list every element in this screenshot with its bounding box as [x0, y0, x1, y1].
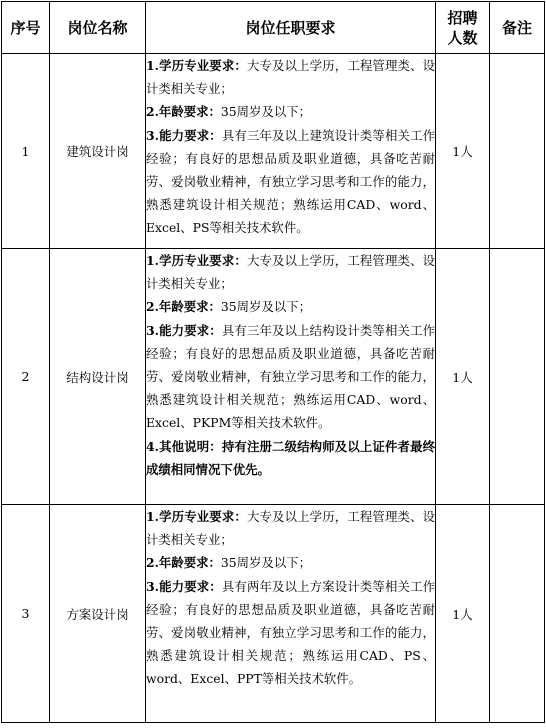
header-count: [436, 2, 490, 54]
requirement-text: 具有三年及以上建筑设计类等相关工作经验；有良好的思想品质及职业道德，具备吃苦耐劳、爱岗敬业精神，有独立学习思考和工作的能力，熟悉建筑设计相关规范；熟练运用CAD、word、Excel、PS等相关技术软件。: [146, 127, 436, 236]
requirement-label: 1.学历专业要求：: [146, 509, 247, 524]
row-remarks: [490, 505, 545, 723]
requirement-label: 3.能力要求：: [146, 127, 222, 143]
requirement-label: 4.其他说明：: [146, 438, 222, 454]
header-count-line1: 招聘: [447, 8, 478, 27]
requirement-text: 具有两年及以上方案设计类等相关工作经验；有良好的思想品质及职业道德，具备吃苦耐劳、爱岗敬业精神，有独立学习思考和工作的能力，熟悉建筑设计相关规范；熟练运用CAD、PS、word、Excel、PPT等相关技术软件。: [146, 578, 436, 687]
row-count: 1人: [436, 249, 490, 505]
header-requirements: 岗位任职要求: [146, 2, 436, 54]
requirement-text: 35周岁及以下；: [220, 555, 312, 571]
requirement-text: 具有三年及以上结构设计类等相关工作经验；有良好的思想品质及职业道德，具备吃苦耐劳、爱岗敬业精神，有独立学习思考和工作的能力，熟悉建筑设计相关规范；熟练运用CAD、word、Excel、PKPM等相关技术软件。: [146, 322, 436, 431]
requirement-text: 大专及以上学历，工程管理类、设计类相关专业；: [146, 509, 436, 548]
row-index: 3: [2, 505, 50, 723]
row-count: 1人: [436, 54, 490, 249]
requirement-label: 1.学历专业要求：: [146, 253, 247, 268]
table-row: [2, 505, 545, 723]
header-position: 岗位名称: [50, 2, 146, 54]
header-index: 序号: [2, 2, 50, 54]
requirement-text: 大专及以上学历，工程管理类、设计类相关专业；: [146, 253, 436, 292]
table-row: [2, 249, 545, 505]
requirement-text: 大专及以上学历，工程管理类、设计类相关专业；: [146, 58, 436, 97]
row-position: 方案设计岗: [50, 505, 146, 723]
row-remarks: [490, 249, 545, 505]
requirement-label: 3.能力要求：: [146, 322, 222, 338]
requirement-label: 2.年龄要求：: [146, 104, 221, 120]
requirement-text: 35周岁及以下；: [220, 299, 312, 315]
requirement-label: 2.年龄要求：: [146, 299, 221, 315]
requirement-other: [146, 435, 435, 481]
requirement-ability: [146, 575, 435, 691]
row-requirements: [146, 249, 436, 505]
requirement-text: 35周岁及以下；: [220, 104, 312, 120]
header-count-line2: 人数: [447, 28, 478, 47]
requirement-label: 1.学历专业要求：: [146, 58, 247, 73]
row-count: 1人: [436, 505, 490, 723]
requirement-label: 2.年龄要求：: [146, 555, 221, 571]
row-index: 1: [2, 54, 50, 249]
requirement-age: [146, 100, 435, 123]
row-position: 结构设计岗: [50, 249, 146, 505]
header-remarks: 备注: [490, 2, 545, 54]
requirement-ability: [146, 124, 435, 240]
row-remarks: [490, 54, 545, 249]
requirement-text: 持有注册二级结构师及以上证件者最终成绩相同情况下优先。: [146, 438, 436, 477]
header-row: [2, 2, 545, 54]
requirement-education: [146, 249, 435, 295]
row-requirements: [146, 505, 436, 723]
requirement-age: [146, 551, 435, 574]
row-requirements: [146, 54, 436, 249]
recruitment-table: [1, 1, 545, 723]
requirement-education: [146, 505, 435, 551]
requirement-education: [146, 54, 435, 100]
requirement-label: 3.能力要求：: [146, 578, 222, 594]
row-position: 建筑设计岗: [50, 54, 146, 249]
table-row: [2, 54, 545, 249]
requirement-age: [146, 295, 435, 318]
row-index: 2: [2, 249, 50, 505]
requirement-ability: [146, 319, 435, 435]
